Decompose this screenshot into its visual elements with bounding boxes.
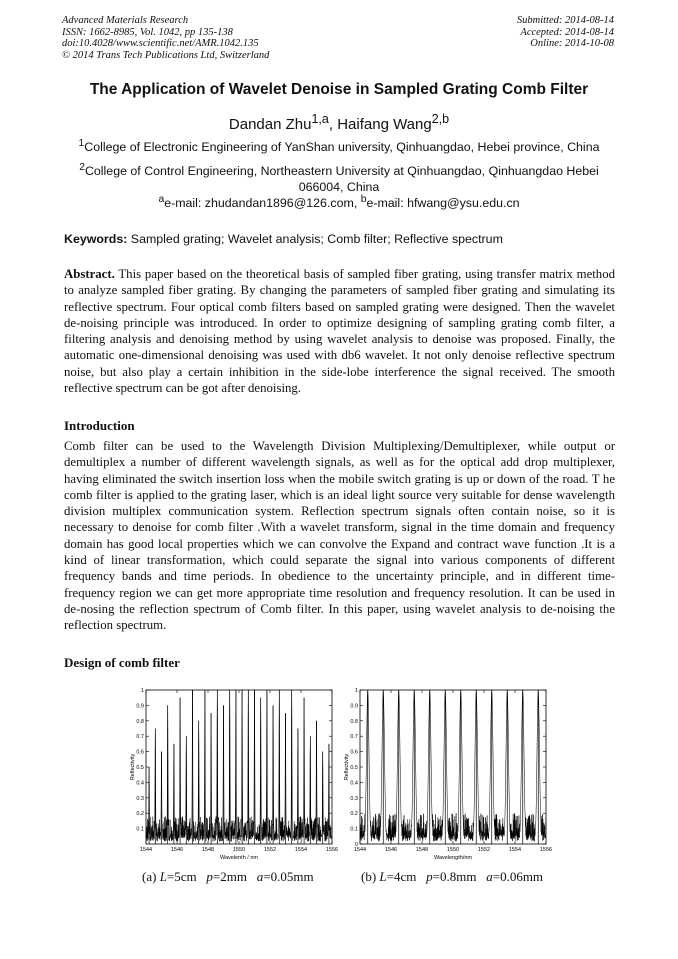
- x-tick-label: 1546: [170, 847, 184, 853]
- y-tick-label: 1: [140, 688, 144, 694]
- author-emails: $^a$e-mail: zhudandan1896@126.com, $^b$e-mail: hfwang@ysu.edu.cn: [158, 194, 520, 211]
- online-date: Online: 2014-10-08: [530, 38, 614, 49]
- x-tick-label: 1546: [384, 847, 398, 853]
- x-axis-label: Wavelenth / nm: [219, 855, 259, 861]
- section-heading-design: Design of comb filter: [64, 655, 180, 670]
- x-tick-label: 1548: [201, 847, 215, 853]
- email-link[interactable]: e-mail: zhudandan1896@126.com: [164, 196, 354, 211]
- x-tick-label: 1552: [263, 847, 277, 853]
- affiliation-2: $^2$College of Control Engineering, Northeastern University at Qinhuangdao, Qinhuangdao Hebei 066004, China: [79, 162, 599, 195]
- y-tick-label: 0.8: [136, 718, 144, 725]
- y-tick-label: 0: [354, 842, 358, 848]
- section-heading-introduction: Introduction: [64, 418, 135, 433]
- y-tick-label: 0.9: [350, 703, 358, 710]
- accepted-date: Accepted: 2014-08-14: [520, 26, 614, 38]
- x-tick-label: 1544: [353, 847, 367, 853]
- journal-header: [62, 15, 269, 61]
- keywords: [64, 232, 503, 246]
- y-tick-label: 0.6: [136, 749, 144, 756]
- x-tick-label: 1556: [539, 847, 553, 853]
- x-tick-label: 1544: [139, 847, 153, 853]
- author-sup: 2,b: [431, 112, 450, 126]
- abstract: [64, 266, 615, 396]
- x-axis-label: Wavelength/nm: [433, 855, 473, 861]
- y-tick-label: 0.3: [350, 795, 358, 802]
- figure-caption-b: (b) L=4cm p=0.8mm a=0.06mm: [361, 869, 544, 884]
- keywords-label: Keywords:: [64, 232, 128, 246]
- spectrum-line: [360, 691, 546, 842]
- author-name: Dandan Zhu: [228, 116, 312, 133]
- y-tick-label: 0.7: [350, 734, 358, 741]
- introduction-body: Comb filter can be used to the Wavelength Division Multiplexing/Demultiplexer, while output or demultiplex a number of different wavelength signals, as well as for the optical add drop multiplexer, having eliminated the switch insertion loss when the mobile switch grating is up or down of the road. T he comb filter is applied to the grating laser, which is an ideal light source very suitable for dense wavelength division multiplex communication system. Reflection spectrum signals often contain noise, so it is necessary to denoise for comb filter .With a wavelet transform, signal in the time domain and frequency domain has good local properties which we can convolve the Expand and contract wave function .It is a kind of linear transformation, which could separate the signal into various components of different frequency bands and time periods. In obedience to the uncertainty principle, and in different time-frequency region we can get more appropriate time resolution and frequency resolution. It can be used in de-nosing the reflection spectrum of Comb filter. In this paper, using wavelet analysis to de-noising the reflection spectrum.: [64, 439, 615, 633]
- email-link[interactable]: e-mail: hfwang@ysu.edu.cn: [366, 196, 520, 211]
- y-tick-label: 0.7: [136, 734, 144, 741]
- figure-caption-a: (a) L=5cm p=2mm a=0.05mm: [142, 869, 314, 884]
- abstract-text: This paper based on the theoretical basis of sampled fiber grating, using transfer matrix method to analyze sampled fiber grating. By changing the parameters of sampled fiber grating and simulating its reflective spectrum. Four optical comb filters based on sampled grating were designed. Then the wavelet de-noising principle was introduced. In order to optimize designing of sampling grating comb filter, a filtering analysis and denoising method by using wavelet analysis to denoise was proposed. Finally, the automatic one-dimensional denoising was used with db6 wavelet. It not only denoise reflective spectrum noise, but also play a certain inhibition in the side-lobe interference the signal received. The smooth reflective spectrum can be got after denoising.: [64, 267, 615, 396]
- x-tick-label: 1554: [508, 847, 522, 853]
- x-tick-label: 1556: [325, 847, 339, 853]
- y-tick-label: 0.1: [136, 826, 144, 833]
- y-tick-label: 0.5: [136, 765, 144, 771]
- y-tick-label: 1: [354, 688, 358, 694]
- chart-a-reflective-spectrum: [126, 686, 340, 868]
- x-tick-label: 1554: [294, 847, 308, 853]
- y-axis-label: Reflectivity: [344, 753, 350, 781]
- y-tick-label: 0.2: [350, 811, 358, 818]
- y-axis-label: Reflectivity: [130, 753, 136, 781]
- y-tick-label: 0.1: [350, 826, 358, 833]
- y-tick-label: 0.5: [350, 765, 358, 771]
- y-tick-label: 0.9: [136, 703, 144, 710]
- journal-name: Advanced Materials Research: [62, 15, 189, 26]
- paper-title: The Application of Wavelet Denoise in Sampled Grating Comb Filter: [89, 81, 589, 98]
- y-tick-label: 0.3: [136, 795, 144, 802]
- y-tick-label: 0.6: [350, 749, 358, 756]
- x-tick-label: 1548: [415, 847, 429, 853]
- author-sup: 1,a: [311, 112, 329, 126]
- affiliation-1: $^1$College of Electronic Engineering of YanShan university, Qinhuangdao, Hebei province, China: [78, 138, 600, 155]
- copyright-line: © 2014 Trans Tech Publications Ltd, Switzerland: [62, 49, 270, 61]
- author-name: Haifang Wang: [337, 116, 432, 133]
- x-tick-label: 1550: [446, 847, 460, 853]
- doi-line[interactable]: doi:10.4028/www.scientific.net/AMR.1042.135: [62, 38, 259, 49]
- abstract-label: Abstract.: [64, 267, 115, 281]
- y-tick-label: 0.4: [136, 780, 144, 787]
- y-tick-label: 0.4: [350, 780, 358, 787]
- y-tick-label: 0.2: [136, 811, 144, 818]
- author-list: Dandan Zhu$^{1,a}$, Haifang Wang$^{2,b}$: [228, 112, 450, 133]
- dates-header: [517, 15, 614, 50]
- chart-b-reflective-spectrum: [340, 686, 554, 868]
- keywords-text: Sampled grating; Wavelet analysis; Comb filter; Reflective spectrum: [127, 232, 503, 246]
- issn-line: ISSN: 1662-8985, Vol. 1042, pp 135-138: [62, 26, 233, 38]
- y-tick-label: 0.8: [350, 718, 358, 725]
- submitted-date: Submitted: 2014-08-14: [516, 15, 614, 26]
- x-tick-label: 1552: [477, 847, 491, 853]
- x-tick-label: 1550: [232, 847, 246, 853]
